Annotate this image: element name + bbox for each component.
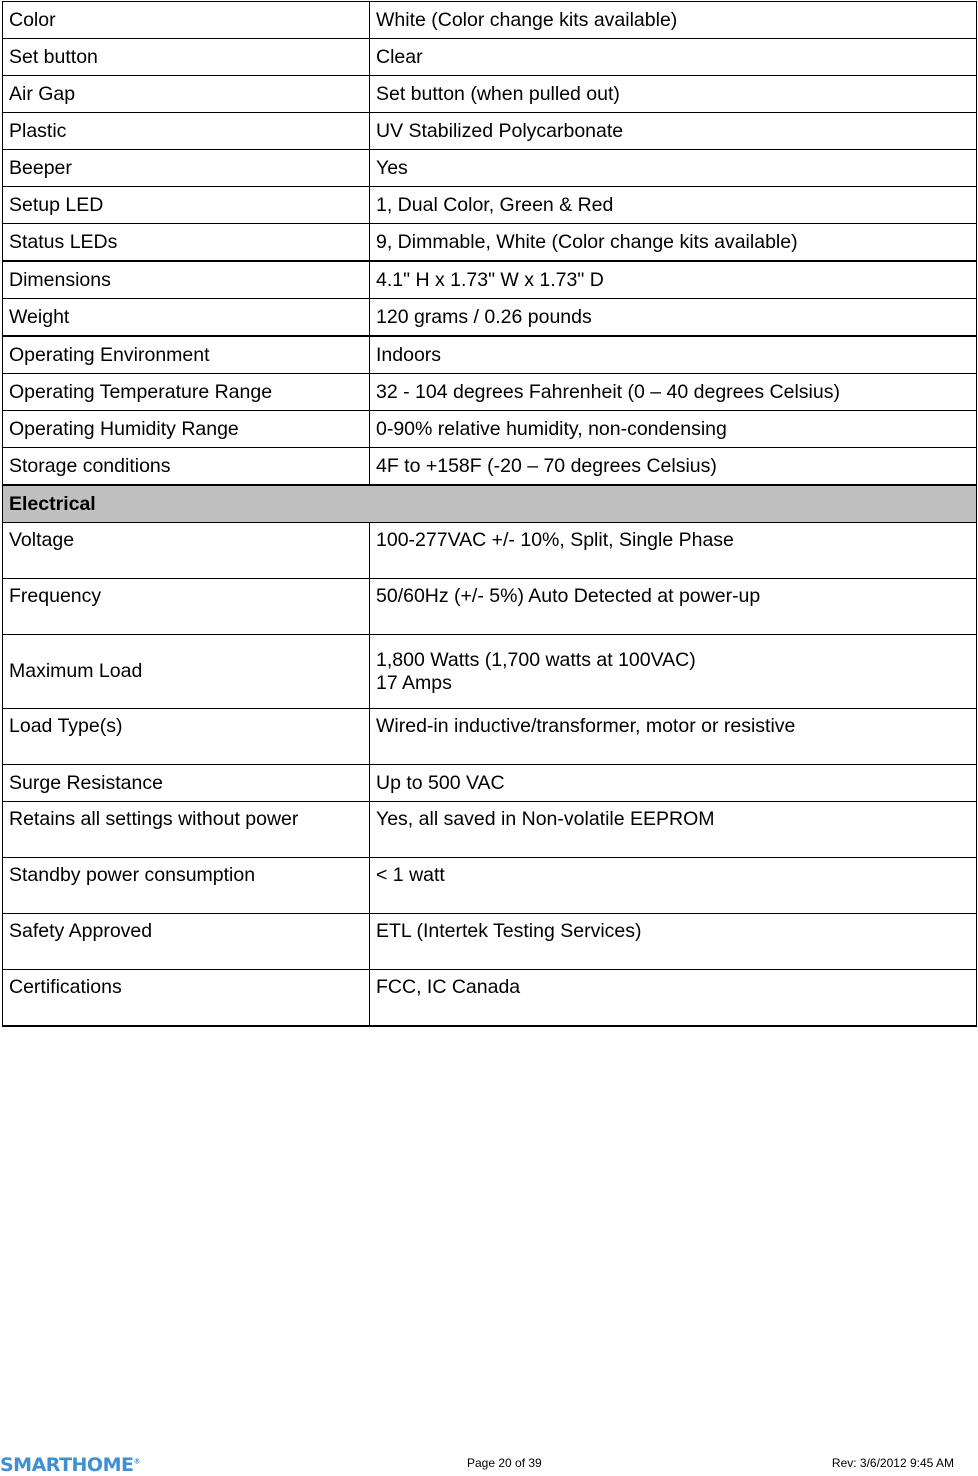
spec-row-load-types bbox=[3, 709, 977, 765]
spec-label: Surge Resistance bbox=[3, 765, 370, 802]
spec-row-operating-environment bbox=[3, 336, 977, 374]
spec-label: Color bbox=[3, 2, 370, 39]
section-title: Electrical bbox=[3, 485, 977, 523]
spec-row-setup-led bbox=[3, 187, 977, 224]
spec-label: Setup LED bbox=[3, 187, 370, 224]
spec-label: Weight bbox=[3, 299, 370, 337]
registered-mark: ® bbox=[133, 1457, 140, 1466]
spec-row-frequency bbox=[3, 579, 977, 635]
spec-value: 1, Dual Color, Green & Red bbox=[370, 187, 977, 224]
spec-label: Safety Approved bbox=[3, 914, 370, 970]
spec-label: Operating Temperature Range bbox=[3, 374, 370, 411]
spec-label: Operating Humidity Range bbox=[3, 411, 370, 448]
spec-label: Status LEDs bbox=[3, 224, 370, 262]
spec-value: White (Color change kits available) bbox=[370, 2, 977, 39]
spec-value: FCC, IC Canada bbox=[370, 970, 977, 1027]
spec-value-line: 17 Amps bbox=[376, 671, 452, 694]
spec-row-beeper bbox=[3, 150, 977, 187]
spec-label: Beeper bbox=[3, 150, 370, 187]
spec-label: Frequency bbox=[3, 579, 370, 635]
spec-label: Dimensions bbox=[3, 261, 370, 299]
spec-value: Clear bbox=[370, 39, 977, 76]
spec-label: Set button bbox=[3, 39, 370, 76]
spec-value: 120 grams / 0.26 pounds bbox=[370, 299, 977, 337]
spec-label: Maximum Load bbox=[3, 635, 370, 709]
spec-row-operating-temperature bbox=[3, 374, 977, 411]
spec-row-operating-humidity bbox=[3, 411, 977, 448]
spec-label: Storage conditions bbox=[3, 448, 370, 486]
revision-date: Rev: 3/6/2012 9:45 AM bbox=[831, 1456, 954, 1470]
spec-value: 100-277VAC +/- 10%, Split, Single Phase bbox=[370, 523, 977, 579]
spec-label: Certifications bbox=[3, 970, 370, 1027]
spec-row-maximum-load bbox=[3, 635, 977, 709]
spec-row-voltage bbox=[3, 523, 977, 579]
spec-value-line: 1,800 Watts (1,700 watts at 100VAC) bbox=[376, 648, 696, 671]
spec-row-color bbox=[3, 2, 977, 39]
spec-row-storage-conditions bbox=[3, 448, 977, 486]
spec-row-air-gap bbox=[3, 76, 977, 113]
spec-value: 9, Dimmable, White (Color change kits available) bbox=[370, 224, 977, 262]
spec-row-certifications bbox=[3, 970, 977, 1027]
spec-value: Set button (when pulled out) bbox=[370, 76, 977, 113]
spec-row-status-leds bbox=[3, 224, 977, 262]
smarthome-logo bbox=[0, 1454, 140, 1476]
spec-row-set-button bbox=[3, 39, 977, 76]
spec-label: Voltage bbox=[3, 523, 370, 579]
spec-value: Wired-in inductive/transformer, motor or resistive bbox=[370, 709, 977, 765]
spec-label: Load Type(s) bbox=[3, 709, 370, 765]
spec-row-weight bbox=[3, 299, 977, 337]
page-number: Page 20 of 39 bbox=[467, 1456, 542, 1470]
spec-value: 4.1" H x 1.73" W x 1.73" D bbox=[370, 261, 977, 299]
spec-row-dimensions bbox=[3, 261, 977, 299]
spec-row-surge-resistance bbox=[3, 765, 977, 802]
spec-value: 4F to +158F (-20 – 70 degrees Celsius) bbox=[370, 448, 977, 486]
logo-text: SMARTHOME bbox=[0, 1454, 134, 1476]
spec-row-safety-approved bbox=[3, 914, 977, 970]
spec-value: Indoors bbox=[370, 336, 977, 374]
spec-value: UV Stabilized Polycarbonate bbox=[370, 113, 977, 150]
spec-value: ETL (Intertek Testing Services) bbox=[370, 914, 977, 970]
spec-value: Up to 500 VAC bbox=[370, 765, 977, 802]
spec-label: Operating Environment bbox=[3, 336, 370, 374]
spec-value: 0-90% relative humidity, non-condensing bbox=[370, 411, 977, 448]
section-header-electrical bbox=[3, 485, 977, 523]
spec-value bbox=[370, 635, 977, 709]
spec-value: Yes bbox=[370, 150, 977, 187]
spec-label: Retains all settings without power bbox=[3, 802, 370, 858]
spec-table bbox=[2, 1, 977, 1027]
spec-value: Yes, all saved in Non-volatile EEPROM bbox=[370, 802, 977, 858]
spec-label: Standby power consumption bbox=[3, 858, 370, 914]
spec-row-standby-power bbox=[3, 858, 977, 914]
spec-value: < 1 watt bbox=[370, 858, 977, 914]
page-footer bbox=[0, 1454, 978, 1474]
spec-label: Air Gap bbox=[3, 76, 370, 113]
spec-value: 32 - 104 degrees Fahrenheit (0 – 40 degrees Celsius) bbox=[370, 374, 977, 411]
spec-row-plastic bbox=[3, 113, 977, 150]
spec-value: 50/60Hz (+/- 5%) Auto Detected at power-up bbox=[370, 579, 977, 635]
spec-row-retains-settings bbox=[3, 802, 977, 858]
spec-label: Plastic bbox=[3, 113, 370, 150]
